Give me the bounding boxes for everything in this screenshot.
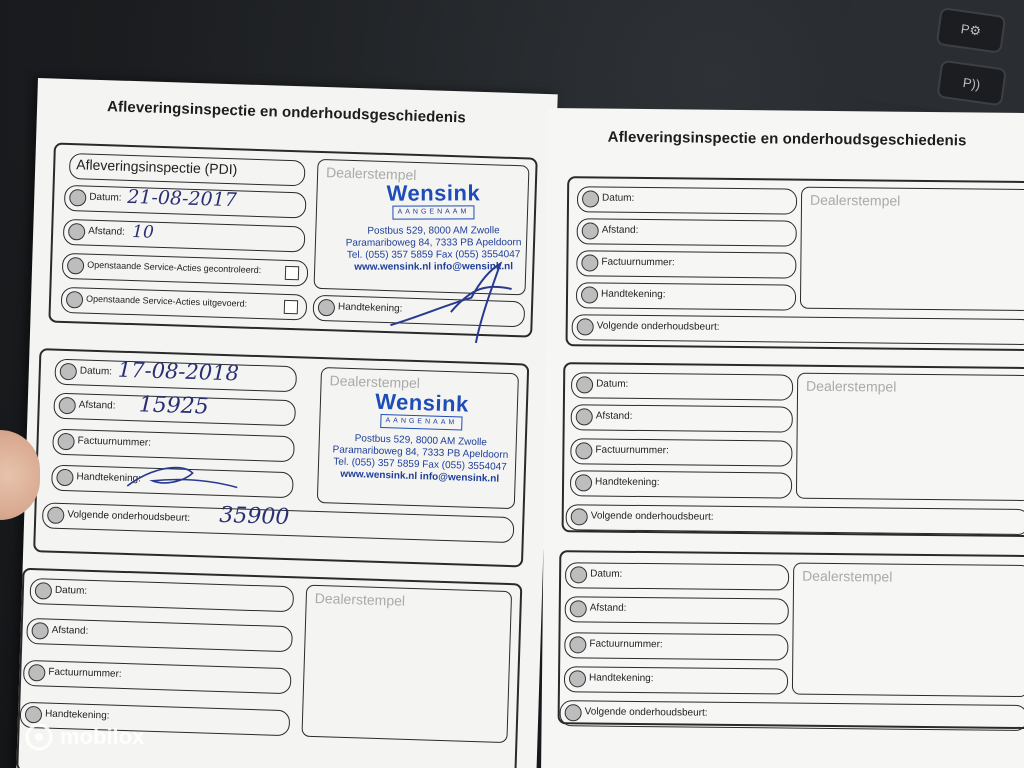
signature-scribble xyxy=(380,255,523,349)
stamp-line-4: www.wensink.nl info@wensink.nl xyxy=(354,261,514,273)
s1-distance-handwritten: 15925 xyxy=(138,392,210,420)
dealerstempel-label: Dealerstempel xyxy=(809,191,901,209)
afstand-label: Afstand: xyxy=(595,410,633,422)
service-checked-row xyxy=(62,253,309,287)
pdi-date-row xyxy=(64,185,307,219)
r3-distance-row xyxy=(565,596,789,624)
handtekening-label: Handtekening: xyxy=(600,288,666,301)
dealer-stamp-box xyxy=(301,585,512,743)
bullet-icon xyxy=(575,474,592,491)
volgende-label: Volgende onderhoudsbeurt: xyxy=(590,510,714,523)
stamp-line-1: Postbus 529, 8000 AM Zwolle xyxy=(367,225,500,237)
right-panel-3 xyxy=(558,550,1024,729)
afstand-label: Afstand: xyxy=(589,602,627,614)
bullet-icon xyxy=(67,257,85,275)
r1-signature-row xyxy=(576,282,796,310)
stamp-line-3: Tel. (055) 357 5859 Fax (055) 3554047 xyxy=(346,249,521,261)
stamp-line-3: Tel. (055) 357 5859 Fax (055) 3554047 xyxy=(333,456,507,473)
wensink-logo: Wensink xyxy=(386,180,481,206)
wensink-logo: Wensink xyxy=(374,388,470,417)
s1-next-service-handwritten: 35900 xyxy=(218,502,290,531)
bullet-icon xyxy=(581,286,598,303)
dealer-stamp-box xyxy=(800,187,1024,311)
bullet-icon xyxy=(318,299,336,317)
volgende-label: Volgende onderhoudsbeurt: xyxy=(584,706,708,719)
s2-invoice-row xyxy=(23,660,292,694)
dealerstempel-label: Dealerstempel xyxy=(325,164,417,183)
datum-label: Datum: xyxy=(590,568,623,580)
stamp-line-4: www.wensink.nl info@wensink.nl xyxy=(340,468,500,485)
r3-signature-row xyxy=(564,666,788,694)
signature-scribble xyxy=(122,456,243,500)
bullet-icon xyxy=(565,704,582,721)
bullet-icon xyxy=(582,190,599,207)
afstand-label: Afstand: xyxy=(78,399,116,412)
r2-date-row xyxy=(571,372,793,400)
park-sensor-button: P)) xyxy=(936,60,1007,107)
handtekening-label: Handtekening: xyxy=(44,708,110,722)
r3-next-service-row xyxy=(560,700,1024,731)
bullet-icon xyxy=(582,222,599,239)
bullet-icon xyxy=(57,433,75,451)
afstand-label: Afstand: xyxy=(601,224,639,236)
dealer-stamp-box xyxy=(792,563,1024,697)
bullet-icon xyxy=(570,566,587,583)
datum-label: Datum: xyxy=(79,365,113,378)
bullet-icon xyxy=(569,670,586,687)
service-done-label: Openstaande Service-Acties uitgevoerd: xyxy=(85,293,248,309)
stamp-line-1: Postbus 529, 8000 AM Zwolle xyxy=(354,433,488,449)
car-console xyxy=(838,0,1024,123)
pdi-panel xyxy=(48,143,537,338)
bullet-icon xyxy=(47,507,65,525)
r2-distance-row xyxy=(571,404,793,432)
r1-distance-row xyxy=(577,218,797,246)
bullet-icon xyxy=(35,582,53,600)
right-panel-1 xyxy=(566,176,1024,351)
afstand-label: Afstand: xyxy=(51,624,89,637)
bullet-icon xyxy=(66,291,84,309)
right-panel-2 xyxy=(562,362,1024,537)
r3-date-row xyxy=(565,562,789,590)
service-panel-1 xyxy=(33,348,529,567)
handtekening-label: Handtekening: xyxy=(588,672,654,685)
bullet-icon xyxy=(575,442,592,459)
volgende-label: Volgende onderhoudsbeurt: xyxy=(596,320,720,333)
factuurnummer-label: Factuurnummer: xyxy=(77,435,152,449)
checkbox-checked-icon xyxy=(285,266,299,280)
s1-signature-row xyxy=(51,465,294,499)
pdi-heading: Afleveringsinspectie (PDI) xyxy=(69,153,306,186)
pdi-distance-handwritten: 10 xyxy=(131,222,155,243)
dealerstempel-label: Dealerstempel xyxy=(314,589,406,609)
bullet-icon xyxy=(69,189,87,207)
handtekening-label: Handtekening: xyxy=(595,476,660,489)
bullet-icon xyxy=(570,600,587,617)
watermark xyxy=(24,722,144,752)
handtekening-label: Handtekening: xyxy=(337,301,403,315)
bullet-icon xyxy=(25,706,43,724)
r3-invoice-row xyxy=(564,632,788,660)
booklet-left-page xyxy=(14,78,558,768)
stamp-line-2: Paramariboweg 84, 7333 PB Apeldoorn xyxy=(345,237,522,249)
s1-date-handwritten: 17-08-2018 xyxy=(117,357,240,386)
service-checked-label: Openstaande Service-Acties gecontroleerd: xyxy=(87,259,262,276)
afstand-label: Afstand: xyxy=(88,225,126,238)
bullet-icon xyxy=(28,664,46,682)
mobilox-logo-icon xyxy=(24,722,54,752)
bullet-icon xyxy=(56,469,74,487)
s1-next-service-row xyxy=(42,502,515,543)
s2-distance-row xyxy=(26,618,293,652)
service-done-row xyxy=(61,287,308,321)
stamp-line-2: Paramariboweg 84, 7333 PB Apeldoorn xyxy=(332,444,509,461)
bullet-icon xyxy=(569,636,586,653)
dealer-stamp-box xyxy=(317,367,519,509)
dealerstempel-label: Dealerstempel xyxy=(329,372,421,392)
bullet-icon xyxy=(577,318,594,335)
pdi-date-handwritten: 21-08-2017 xyxy=(126,185,238,212)
bullet-icon xyxy=(68,223,86,241)
factuurnummer-label: Factuurnummer: xyxy=(595,444,669,457)
factuurnummer-label: Factuurnummer: xyxy=(48,666,122,680)
factuurnummer-label: Factuurnummer: xyxy=(589,638,663,651)
s2-date-row xyxy=(29,578,294,612)
bullet-icon xyxy=(576,408,593,425)
r1-invoice-row xyxy=(576,250,796,278)
page-title: Afleveringsinspectie en onderhoudsgeschiedenis xyxy=(607,128,967,150)
watermark-text: mobilox xyxy=(60,724,145,749)
datum-label: Datum: xyxy=(54,584,88,597)
pdi-distance-row xyxy=(63,219,306,253)
bullet-icon xyxy=(576,376,593,393)
wensink-tagline: AANGENAAM xyxy=(393,205,475,219)
dealerstempel-label: Dealerstempel xyxy=(802,567,893,585)
r2-signature-row xyxy=(570,470,792,498)
datum-label: Datum: xyxy=(89,191,122,204)
bullet-icon xyxy=(31,622,49,640)
r1-next-service-row xyxy=(572,314,1024,345)
checkbox-checked-icon xyxy=(284,300,298,314)
wensink-tagline: AANGENAAM xyxy=(380,414,462,431)
booklet-right-page xyxy=(541,108,1024,768)
park-assist-button: P⚙ xyxy=(936,7,1007,54)
handtekening-label: Handtekening: xyxy=(76,471,142,485)
page-title: Afleveringsinspectie en onderhoudsgeschiedenis xyxy=(106,98,467,127)
datum-label: Datum: xyxy=(596,378,629,390)
r2-next-service-row xyxy=(566,504,1024,535)
dealerstempel-label: Dealerstempel xyxy=(806,377,897,395)
volgende-label: Volgende onderhoudsbeurt: xyxy=(67,509,191,524)
bullet-icon xyxy=(571,508,588,525)
wensink-stamp xyxy=(325,388,518,486)
datum-label: Datum: xyxy=(602,192,635,204)
s1-distance-row xyxy=(53,393,296,427)
bullet-icon xyxy=(58,397,76,415)
bullet-icon xyxy=(60,363,78,381)
s1-date-row xyxy=(54,359,297,393)
r1-date-row xyxy=(577,186,797,214)
bullet-icon xyxy=(581,254,598,271)
dealer-stamp-box xyxy=(796,373,1024,501)
factuurnummer-label: Factuurnummer: xyxy=(601,256,675,269)
r2-invoice-row xyxy=(570,438,792,466)
